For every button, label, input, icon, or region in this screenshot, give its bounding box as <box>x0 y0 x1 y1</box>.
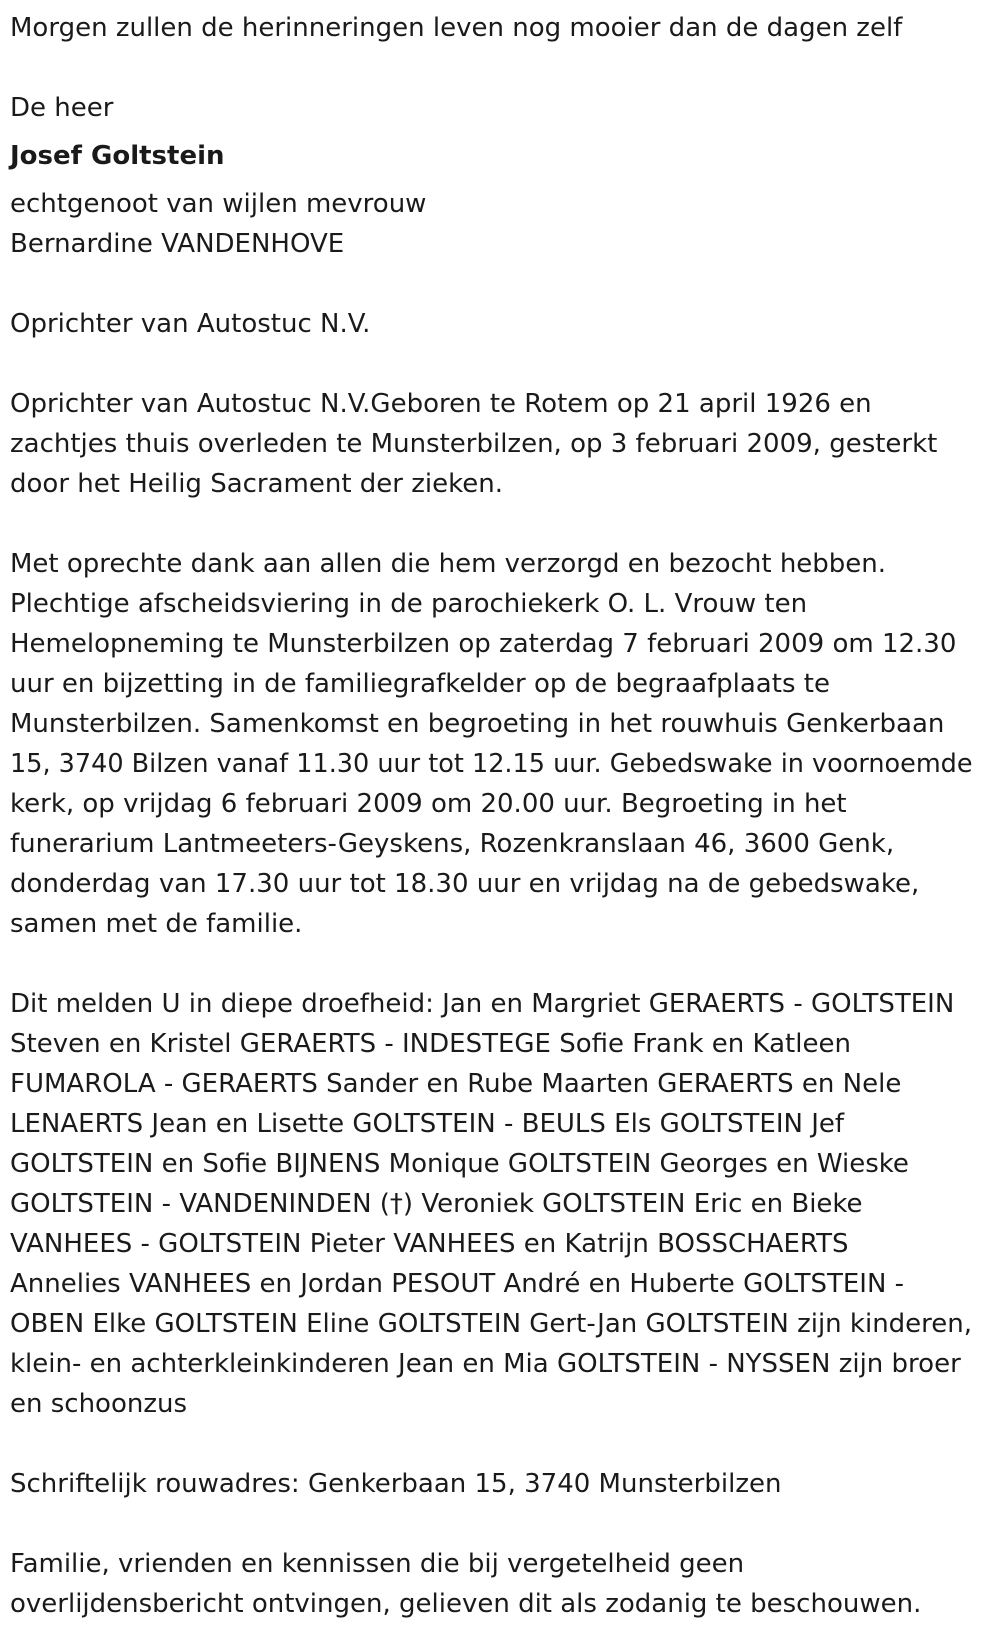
ceremony-paragraph <box>10 544 990 944</box>
closing-paragraph <box>10 1544 990 1624</box>
founder-line: Oprichter van Autostuc N.V. <box>10 309 371 339</box>
title-prefix: De heer <box>10 93 114 123</box>
motto: Morgen zullen de herinneringen leven nog mooier dan de dagen zelf <box>10 13 903 43</box>
text-line: funerarium Lantmeeters-Geyskens, Rozenkranslaan 46, 3600 Genk, <box>10 829 895 859</box>
spacer <box>10 944 990 984</box>
spacer <box>10 504 990 544</box>
text-line: overlijdensbericht ontvingen, gelieven dit als zodanig te beschouwen. <box>10 1589 922 1619</box>
text-line: kerk, op vrijdag 6 februari 2009 om 20.00 uur. Begroeting in het <box>10 789 847 819</box>
text-line: Hemelopneming te Munsterbilzen op zaterdag 7 februari 2009 om 12.30 <box>10 629 957 659</box>
text-line: Met oprechte dank aan allen die hem verzorgd en bezocht hebben. <box>10 549 887 579</box>
family-paragraph <box>10 984 990 1424</box>
text-line: VANHEES - GOLTSTEIN Pieter VANHEES en Katrijn BOSSCHAERTS <box>10 1229 849 1259</box>
text-line: FUMAROLA - GERAERTS Sander en Rube Maarten GERAERTS en Nele <box>10 1069 902 1099</box>
text-line: door het Heilig Sacrament der zieken. <box>10 469 503 499</box>
spouse-line-1: echtgenoot van wijlen mevrouw <box>10 189 427 219</box>
text-line: samen met de familie. <box>10 909 303 939</box>
text-line: 15, 3740 Bilzen vanaf 11.30 uur tot 12.15 uur. Gebedswake in voornoemde <box>10 749 973 779</box>
text-line: Munsterbilzen. Samenkomst en begroeting in het rouwhuis Genkerbaan <box>10 709 945 739</box>
text-line: zachtjes thuis overleden te Munsterbilzen, op 3 februari 2009, gesterkt <box>10 429 938 459</box>
text-line: uur en bijzetting in de familiegrafkelder op de begraafplaats te <box>10 669 830 699</box>
text-line: donderdag van 17.30 uur tot 18.30 uur en vrijdag na de gebedswake, <box>10 869 920 899</box>
text-line: Annelies VANHEES en Jordan PESOUT André en Huberte GOLTSTEIN - <box>10 1269 905 1299</box>
spacer <box>10 48 990 88</box>
text-line: GOLTSTEIN en Sofie BIJNENS Monique GOLTSTEIN Georges en Wieske <box>10 1149 909 1179</box>
mourning-address: Schriftelijk rouwadres: Genkerbaan 15, 3740 Munsterbilzen <box>10 1469 782 1499</box>
text-line: LENAERTS Jean en Lisette GOLTSTEIN - BEULS Els GOLTSTEIN Jef <box>10 1109 845 1139</box>
text-line: klein- en achterkleinkinderen Jean en Mia GOLTSTEIN - NYSSEN zijn broer <box>10 1349 961 1379</box>
text-line: en schoonzus <box>10 1389 188 1419</box>
text-line: Steven en Kristel GERAERTS - INDESTEGE Sofie Frank en Katleen <box>10 1029 851 1059</box>
spacer <box>10 1504 990 1544</box>
text-line: OBEN Elke GOLTSTEIN Eline GOLTSTEIN Gert-Jan GOLTSTEIN zijn kinderen, <box>10 1309 973 1339</box>
spouse-line-2: Bernardine VANDENHOVE <box>10 229 345 259</box>
spacer <box>10 264 990 304</box>
text-line: Dit melden U in diepe droefheid: Jan en Margriet GERAERTS - GOLTSTEIN <box>10 989 955 1019</box>
text-line: Oprichter van Autostuc N.V.Geboren te Rotem op 21 april 1926 en <box>10 389 872 419</box>
text-line: Familie, vrienden en kennissen die bij vergetelheid geen <box>10 1549 745 1579</box>
birth-death-paragraph <box>10 384 990 504</box>
deceased-name: Josef Goltstein <box>10 141 225 171</box>
spacer <box>10 344 990 384</box>
spacer <box>10 1424 990 1464</box>
text-line: Plechtige afscheidsviering in de parochiekerk O. L. Vrouw ten <box>10 589 808 619</box>
text-line: GOLTSTEIN - VANDENINDEN (†) Veroniek GOLTSTEIN Eric en Bieke <box>10 1189 863 1219</box>
